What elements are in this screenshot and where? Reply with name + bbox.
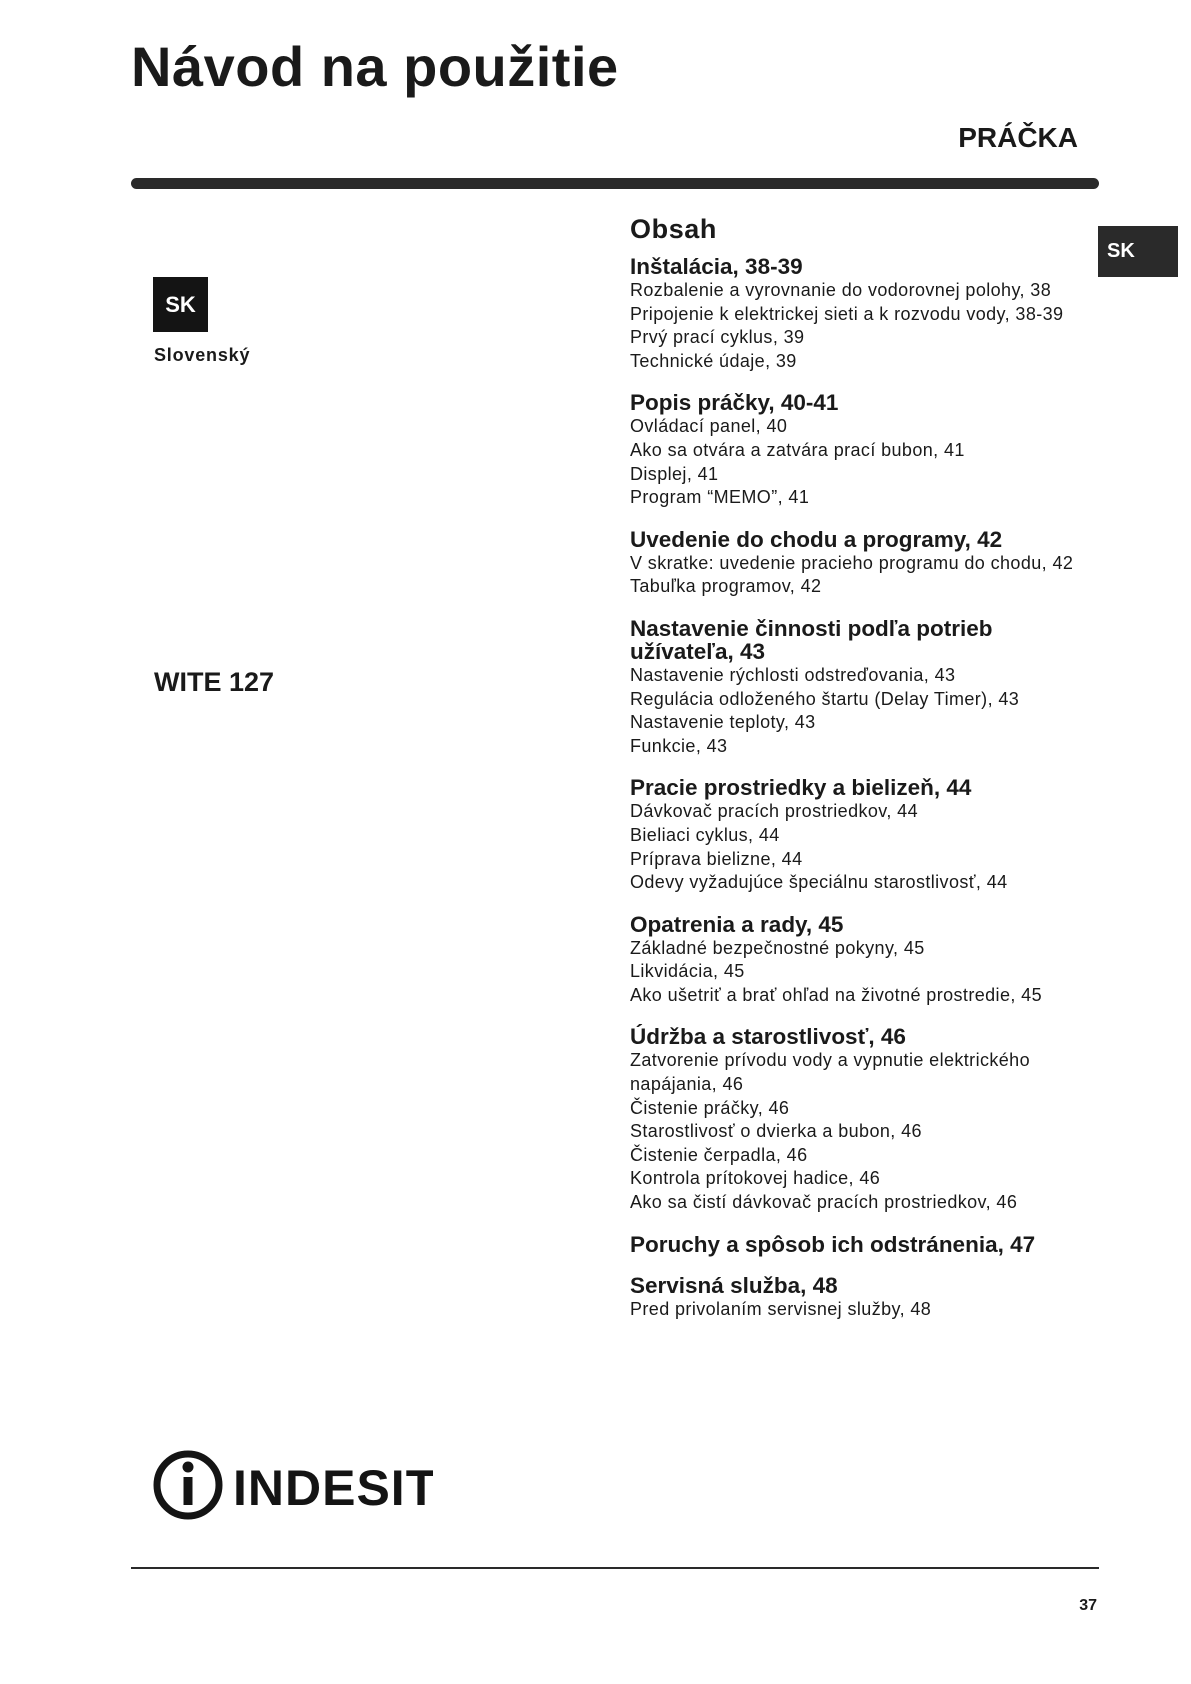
toc-section-title: Inštalácia, 38-39 xyxy=(630,254,803,279)
toc-item: V skratke: uvedenie pracieho programu do chodu, 42 xyxy=(630,552,1074,573)
toc-item: Displej, 41 xyxy=(630,463,719,484)
toc-section xyxy=(630,913,1100,1008)
page-subtitle: PRÁČKA xyxy=(958,122,1078,153)
toc-section xyxy=(630,528,1100,599)
toc-section xyxy=(630,1025,1100,1214)
toc-item: Základné bezpečnostné pokyny, 45 xyxy=(630,937,925,958)
toc-item: Ako sa otvára a zatvára prací bubon, 41 xyxy=(630,439,965,460)
toc-item: Kontrola prítokovej hadice, 46 xyxy=(630,1168,881,1189)
toc-item: Starostlivosť o dvierka a bubon, 46 xyxy=(630,1121,922,1142)
model-name: WITE 127 xyxy=(154,667,275,697)
toc-item: Čistenie čerpadla, 46 xyxy=(630,1144,808,1165)
toc-heading: Obsah xyxy=(630,214,718,244)
toc-item: Tabuľka programov, 42 xyxy=(630,576,822,597)
toc-section-title: Servisná služba, 48 xyxy=(630,1272,838,1298)
toc-section-title: Popis práčky, 40-41 xyxy=(630,390,839,416)
toc-item: Regulácia odloženého štartu (Delay Timer), 43 xyxy=(630,688,1020,709)
toc-item: Pred privolaním servisnej služby, 48 xyxy=(630,1298,932,1319)
toc-section xyxy=(630,776,1100,894)
top-divider xyxy=(131,178,1099,189)
toc-item: Nastavenie teploty, 43 xyxy=(630,712,816,733)
toc-section xyxy=(630,1274,1100,1322)
page-title: Návod na použitie xyxy=(131,35,619,98)
toc-sections xyxy=(630,255,1100,1321)
toc-section-title: Údržba a starostlivosť, 46 xyxy=(630,1024,906,1050)
table-of-contents xyxy=(630,214,1100,1339)
toc-item: Bieliaci cyklus, 44 xyxy=(630,824,780,845)
indesit-logo-icon xyxy=(153,1447,433,1523)
toc-section xyxy=(630,391,1100,509)
toc-item: Nastavenie rýchlosti odstreďovania, 43 xyxy=(630,664,956,685)
toc-section-title: Nastavenie činnosti podľa potrieb užívateľa, 43 xyxy=(630,615,993,664)
toc-item: Dávkovač pracích prostriedkov, 44 xyxy=(630,801,918,822)
toc-item: Funkcie, 43 xyxy=(630,735,728,756)
language-side-tab: SK xyxy=(1098,226,1178,277)
language-name: Slovenský xyxy=(154,345,251,365)
toc-item: Pripojenie k elektrickej sieti a k rozvodu vody, 38-39 xyxy=(630,303,1064,324)
logo-wordmark: INDESIT xyxy=(233,1460,433,1516)
bottom-divider xyxy=(131,1567,1099,1569)
toc-item: Rozbalenie a vyrovnanie do vodorovnej polohy, 38 xyxy=(630,280,1052,300)
toc-section xyxy=(630,1233,1100,1256)
toc-section-title: Opatrenia a rady, 45 xyxy=(630,911,844,937)
toc-item: Zatvorenie prívodu vody a vypnutie elektrického napájania, 46 xyxy=(630,1050,1031,1095)
toc-item: Prvý prací cyklus, 39 xyxy=(630,327,805,348)
toc-section xyxy=(630,255,1100,373)
toc-item: Čistenie práčky, 46 xyxy=(630,1097,790,1118)
toc-item: Technické údaje, 39 xyxy=(630,350,797,371)
toc-section-title: Uvedenie do chodu a programy, 42 xyxy=(630,526,1003,552)
toc-item: Likvidácia, 45 xyxy=(630,961,745,982)
toc-item: Ako sa čistí dávkovač pracích prostriedkov, 46 xyxy=(630,1192,1018,1213)
toc-item: Ovládací panel, 40 xyxy=(630,416,788,437)
toc-section-title: Poruchy a spôsob ich odstránenia, 47 xyxy=(630,1231,1036,1257)
toc-item: Program “MEMO”, 41 xyxy=(630,487,810,508)
toc-item: Ako ušetriť a brať ohľad na životné prostredie, 45 xyxy=(630,984,1042,1005)
toc-item: Odevy vyžadujúce špeciálnu starostlivosť, 44 xyxy=(630,872,1008,893)
brand-logo xyxy=(153,1447,433,1523)
toc-item: Príprava bielizne, 44 xyxy=(630,848,803,869)
toc-section-title: Pracie prostriedky a bielizeň, 44 xyxy=(630,775,972,801)
page-number: 37 xyxy=(1079,1597,1097,1614)
toc-section xyxy=(630,617,1100,758)
language-badge: SK xyxy=(153,277,208,332)
